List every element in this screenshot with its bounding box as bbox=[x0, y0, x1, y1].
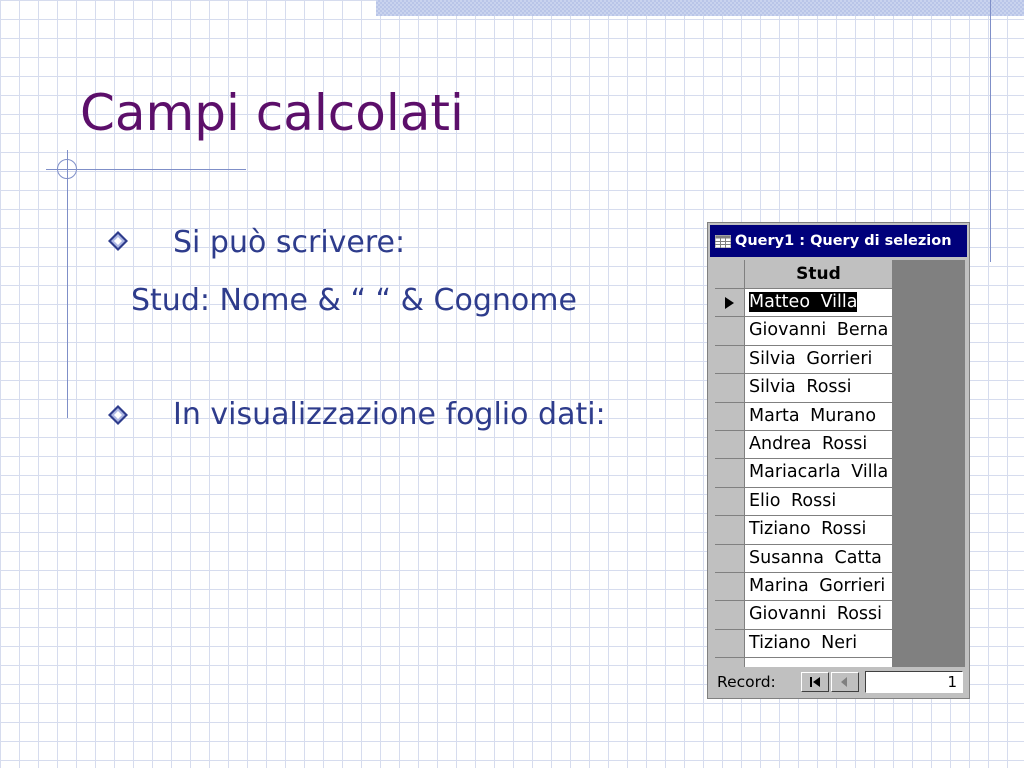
stud-cell-text: Tiziano Rossi bbox=[749, 519, 867, 540]
table-row[interactable] bbox=[715, 630, 893, 658]
stud-cell[interactable] bbox=[745, 516, 893, 544]
row-selector[interactable] bbox=[715, 374, 745, 402]
bullet-text-2: In visualizzazione foglio dati: bbox=[173, 397, 606, 432]
table-row[interactable] bbox=[715, 317, 893, 345]
corner-circle-ornament bbox=[57, 159, 77, 179]
row-selector[interactable] bbox=[715, 289, 745, 317]
stud-cell[interactable] bbox=[745, 431, 893, 459]
stud-cell[interactable] bbox=[745, 346, 893, 374]
stud-cell-text: Giovanni Rossi bbox=[749, 604, 882, 625]
stud-cell[interactable] bbox=[745, 601, 893, 629]
query-grid-icon bbox=[715, 235, 731, 248]
first-record-button[interactable] bbox=[801, 672, 829, 692]
stud-cell-text: Andrea Rossi bbox=[749, 434, 868, 454]
bullet-text-1: Si può scrivere: bbox=[173, 225, 406, 260]
stud-cell-text: Susanna Catta bbox=[749, 547, 882, 568]
row-selector[interactable] bbox=[715, 630, 745, 658]
left-accent-line bbox=[67, 150, 68, 418]
stud-cell-text: Marina Gorrieri bbox=[749, 576, 886, 596]
stud-cell-text: Mariacarla Villa bbox=[749, 462, 889, 483]
row-selector[interactable] bbox=[715, 573, 745, 601]
formula-line: Stud: Nome & “ “ & Cognome bbox=[131, 283, 577, 318]
stud-cell[interactable] bbox=[745, 374, 893, 402]
table-row[interactable] bbox=[715, 403, 893, 431]
table-row[interactable] bbox=[715, 289, 893, 317]
table-row[interactable] bbox=[715, 374, 893, 402]
row-selector[interactable] bbox=[715, 488, 745, 516]
table-row[interactable] bbox=[715, 346, 893, 374]
row-selector[interactable] bbox=[715, 545, 745, 573]
table-row[interactable] bbox=[715, 601, 893, 629]
stud-cell-text: Tiziano Neri bbox=[749, 632, 858, 653]
stud-cell-text: Marta Murano bbox=[749, 405, 877, 426]
row-selector[interactable] bbox=[715, 601, 745, 629]
right-accent-line bbox=[990, 0, 991, 262]
stud-cell[interactable] bbox=[745, 459, 893, 487]
stud-cell-text: Matteo Villa bbox=[749, 292, 858, 312]
window-titlebar[interactable] bbox=[710, 225, 967, 257]
stud-cell-text: Elio Rossi bbox=[749, 490, 837, 511]
window-title: Query1 : Query di selezion bbox=[735, 233, 952, 249]
table-row[interactable] bbox=[715, 488, 893, 516]
row-selector[interactable] bbox=[715, 658, 745, 667]
row-selector[interactable] bbox=[715, 516, 745, 544]
record-navigation-bar bbox=[715, 669, 965, 695]
row-selector[interactable] bbox=[715, 431, 745, 459]
stud-cell[interactable] bbox=[745, 658, 893, 667]
slide-title: Campi calcolati bbox=[80, 84, 464, 142]
stud-cell-text: Silvia Gorrieri bbox=[749, 348, 873, 369]
stud-cell-text: Silvia Rossi bbox=[749, 377, 852, 398]
stud-cell[interactable] bbox=[745, 403, 893, 431]
diamond-bullet-icon bbox=[107, 404, 129, 426]
query-datasheet-window bbox=[707, 222, 970, 699]
previous-record-icon bbox=[832, 673, 858, 691]
select-all-corner[interactable] bbox=[715, 260, 745, 289]
row-selector[interactable] bbox=[715, 459, 745, 487]
table-row[interactable] bbox=[715, 516, 893, 544]
table-row[interactable] bbox=[715, 431, 893, 459]
column-header-stud[interactable]: Stud bbox=[745, 260, 893, 289]
table-row[interactable] bbox=[715, 459, 893, 487]
stud-cell-text: Giovanni Berna bbox=[749, 320, 889, 341]
datasheet-grid bbox=[715, 260, 965, 667]
stud-cell[interactable] bbox=[745, 545, 893, 573]
record-label: Record: bbox=[717, 673, 776, 691]
row-selector[interactable] bbox=[715, 317, 745, 345]
table-row[interactable] bbox=[715, 545, 893, 573]
row-selector[interactable] bbox=[715, 346, 745, 374]
first-record-icon bbox=[802, 673, 828, 691]
row-selector[interactable] bbox=[715, 403, 745, 431]
top-decorative-band bbox=[376, 0, 1024, 16]
table-row[interactable] bbox=[715, 573, 893, 601]
current-record-number[interactable]: 1 bbox=[865, 671, 963, 693]
stud-cell[interactable] bbox=[745, 573, 893, 601]
stud-cell[interactable] bbox=[745, 630, 893, 658]
stud-cell[interactable] bbox=[745, 317, 893, 345]
diamond-bullet-icon bbox=[107, 230, 129, 252]
stud-cell[interactable] bbox=[745, 488, 893, 516]
current-record-arrow-icon bbox=[725, 297, 734, 309]
stud-cell[interactable] bbox=[745, 289, 893, 317]
table-row-partial[interactable] bbox=[715, 658, 893, 667]
previous-record-button[interactable] bbox=[831, 672, 859, 692]
